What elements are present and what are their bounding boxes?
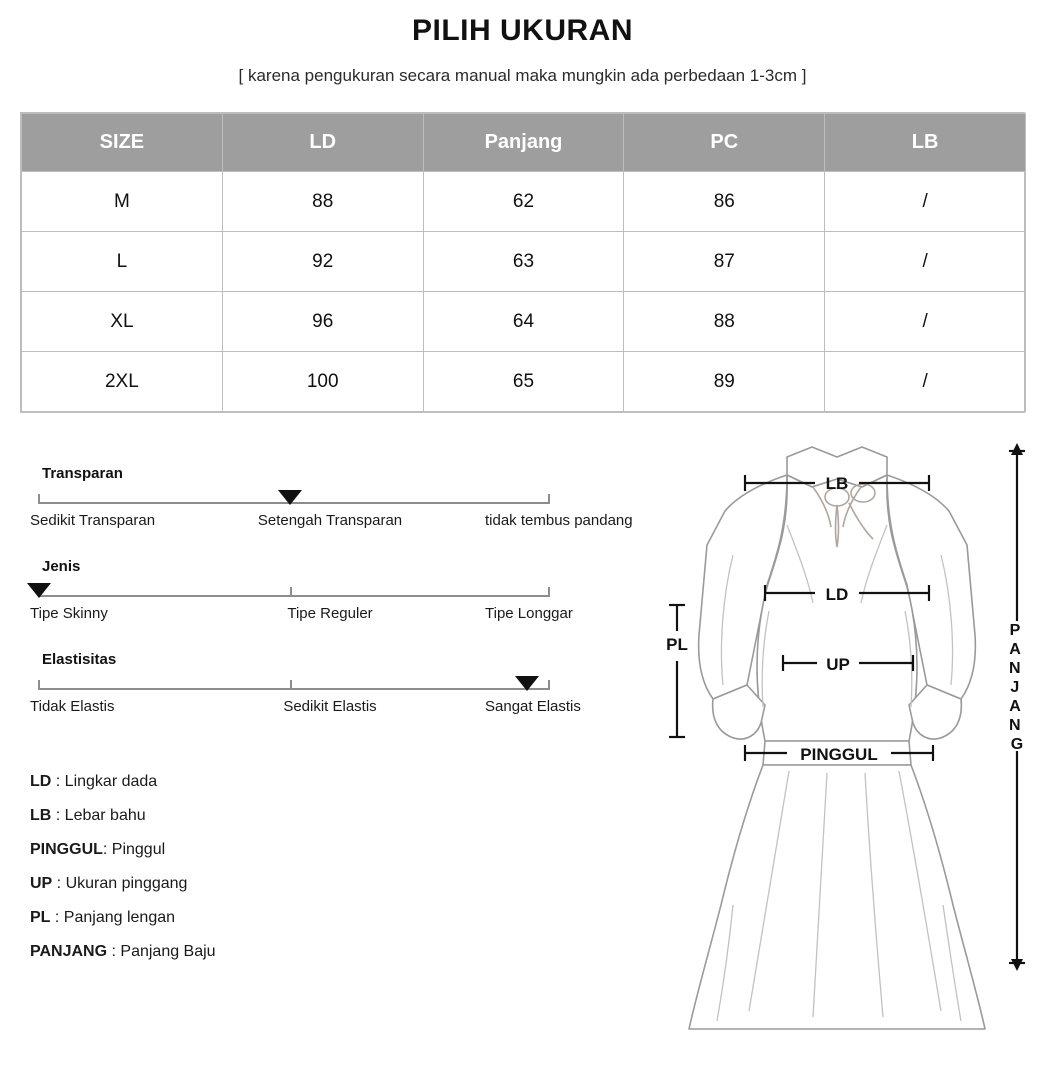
legend-desc-lb: Lebar bahu xyxy=(64,807,146,824)
legend-sep: : xyxy=(51,807,65,824)
cell-pc: 88 xyxy=(624,292,825,352)
figure-label-pl: PL xyxy=(666,635,688,654)
cell-size: 2XL xyxy=(22,352,223,412)
cell-ld: 96 xyxy=(222,292,423,352)
table-header-row xyxy=(22,114,1026,172)
legend-key-up: UP xyxy=(30,875,53,892)
scale-line-jenis xyxy=(30,581,550,603)
cell-size: L xyxy=(22,232,223,292)
size-table xyxy=(21,113,1026,412)
legend-item-pinggul xyxy=(30,833,216,867)
scale-label-right: tidak tembus pandang xyxy=(485,512,633,529)
column-header-ld: LD xyxy=(222,114,423,172)
table-row xyxy=(22,172,1026,232)
scale-labels-transparan xyxy=(30,512,633,536)
lower-section xyxy=(0,465,1045,1065)
figure-label-up: UP xyxy=(826,655,850,674)
legend-desc-panjang: Panjang Baju xyxy=(120,943,216,960)
scale-tick-left xyxy=(38,680,40,690)
scale-marker-jenis xyxy=(27,583,51,598)
legend-sep: : xyxy=(51,773,65,790)
figure-label-panjang: P A N J A N G xyxy=(1008,622,1024,753)
scale-title-jenis: Jenis xyxy=(42,558,81,575)
scale-tick-middle xyxy=(290,587,292,597)
cell-pc: 87 xyxy=(624,232,825,292)
page-subtitle: [ karena pengukuran secara manual maka mungkin ada perbedaan 1-3cm ] xyxy=(238,66,807,85)
scale-label-left: Tidak Elastis xyxy=(30,698,115,715)
legend-sep: : xyxy=(52,875,66,892)
legend-item-lb xyxy=(30,799,216,833)
scale-label-right: Tipe Longgar xyxy=(485,605,573,622)
table-row xyxy=(22,292,1026,352)
scale-title-elastisitas: Elastisitas xyxy=(42,651,117,668)
scale-label-middle: Tipe Reguler xyxy=(287,605,373,622)
scale-tick-right xyxy=(548,680,550,690)
figure-label-ld: LD xyxy=(825,585,849,604)
scale-bar xyxy=(38,595,550,597)
cell-pc: 89 xyxy=(624,352,825,412)
size-table-body xyxy=(22,172,1026,412)
legend-item-up xyxy=(30,867,216,901)
figure-label-pinggul: PINGGUL xyxy=(800,745,878,764)
legend-desc-pinggul: Pinggul xyxy=(111,841,166,858)
legend-key-lb: LB xyxy=(30,807,52,824)
column-header-lb: LB xyxy=(825,114,1026,172)
scale-label-left: Tipe Skinny xyxy=(30,605,108,622)
scale-tick-middle xyxy=(290,680,292,690)
size-table-container xyxy=(20,112,1025,413)
table-row xyxy=(22,232,1026,292)
cell-pc: 86 xyxy=(624,172,825,232)
scale-elastisitas xyxy=(30,651,630,722)
legend-sep: : xyxy=(50,909,64,926)
scale-tick-right xyxy=(548,587,550,597)
scale-bar xyxy=(38,688,550,690)
scale-labels-jenis xyxy=(30,605,630,629)
garment-illustration xyxy=(637,435,1037,1055)
cell-panjang: 64 xyxy=(423,292,624,352)
scale-line-elastisitas xyxy=(30,674,550,696)
column-header-pc: PC xyxy=(624,114,825,172)
cell-ld: 100 xyxy=(222,352,423,412)
figure-label-lb: LB xyxy=(825,474,849,493)
scale-label-right: Sangat Elastis xyxy=(485,698,581,715)
legend-sep: : xyxy=(102,841,112,858)
cell-lb: / xyxy=(825,172,1026,232)
scale-line-transparan xyxy=(30,488,550,510)
legend-item-panjang xyxy=(30,935,216,969)
scale-title-transparan: Transparan xyxy=(42,465,123,482)
cell-ld: 88 xyxy=(222,172,423,232)
measurement-legend xyxy=(30,765,216,969)
legend-item-ld xyxy=(30,765,216,799)
legend-item-pl xyxy=(30,901,216,935)
page-title: PILIH UKURAN xyxy=(412,14,633,47)
legend-desc-ld: Lingkar dada xyxy=(64,773,158,790)
cell-panjang: 65 xyxy=(423,352,624,412)
cell-ld: 92 xyxy=(222,232,423,292)
cell-lb: / xyxy=(825,292,1026,352)
scale-label-middle: Sedikit Elastis xyxy=(283,698,377,715)
column-header-size: SIZE xyxy=(22,114,223,172)
size-table-head xyxy=(22,114,1026,172)
scale-tick-right xyxy=(548,494,550,504)
legend-desc-up: Ukuran pinggang xyxy=(65,875,188,892)
scale-labels-elastisitas xyxy=(30,698,630,722)
property-scales xyxy=(30,465,633,744)
legend-key-pl: PL xyxy=(30,909,51,926)
table-row xyxy=(22,352,1026,412)
scale-marker-elastisitas xyxy=(515,676,539,691)
legend-key-panjang: PANJANG xyxy=(30,943,108,960)
cell-panjang: 62 xyxy=(423,172,624,232)
scale-label-middle: Setengah Transparan xyxy=(257,512,403,529)
column-header-panjang: Panjang xyxy=(423,114,624,172)
cell-panjang: 63 xyxy=(423,232,624,292)
scale-marker-transparan xyxy=(278,490,302,505)
legend-key-pinggul: PINGGUL xyxy=(30,841,103,858)
legend-desc-pl: Panjang lengan xyxy=(63,909,176,926)
legend-sep: : xyxy=(107,943,121,960)
scale-tick-left xyxy=(38,494,40,504)
scale-jenis xyxy=(30,558,630,629)
scale-label-left: Sedikit Transparan xyxy=(30,512,156,529)
cell-size: XL xyxy=(22,292,223,352)
cell-lb: / xyxy=(825,352,1026,412)
scale-transparan xyxy=(30,465,633,536)
legend-key-ld: LD xyxy=(30,773,52,790)
cell-size: M xyxy=(22,172,223,232)
cell-lb: / xyxy=(825,232,1026,292)
